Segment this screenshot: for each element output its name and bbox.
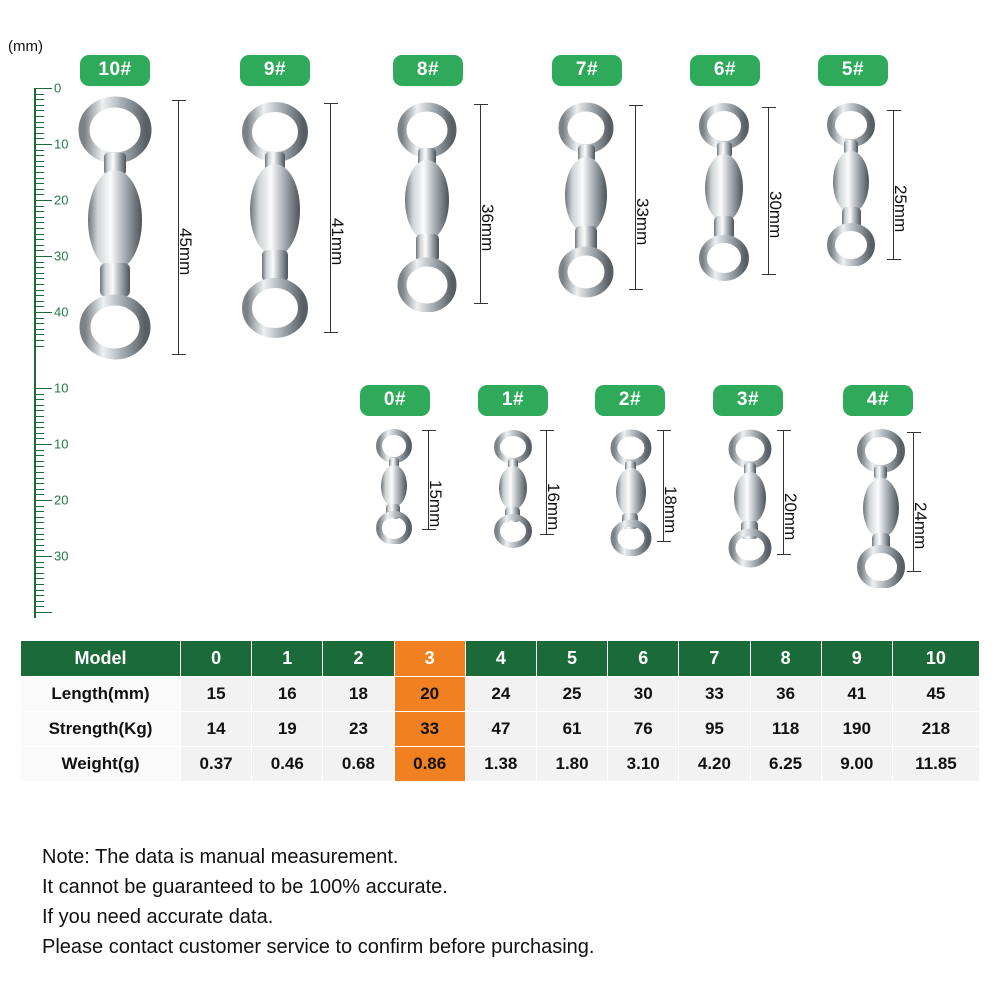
badge-6: 6# bbox=[690, 55, 760, 86]
dimension-9 bbox=[328, 103, 347, 333]
table-cell: 0.86 bbox=[394, 747, 465, 782]
dimension-label-4: 24mm bbox=[911, 502, 930, 550]
ruler-tick bbox=[36, 166, 44, 167]
ruler-tick bbox=[36, 116, 44, 117]
table-cell: 218 bbox=[892, 712, 979, 747]
ruler-tick bbox=[36, 267, 44, 268]
ruler-tick bbox=[36, 562, 44, 563]
table-cell: 45 bbox=[892, 677, 979, 712]
ruler-tick bbox=[36, 290, 44, 291]
ruler-tick bbox=[36, 584, 44, 585]
ruler-tick bbox=[36, 329, 44, 330]
dimension-label-3: 20mm bbox=[781, 492, 800, 540]
badge-8: 8# bbox=[393, 55, 463, 86]
ruler-tick bbox=[36, 94, 44, 95]
badge-0: 0# bbox=[360, 385, 430, 416]
table-header-cell: 4 bbox=[465, 641, 536, 677]
ruler-tick bbox=[36, 306, 44, 307]
ruler-tick bbox=[36, 340, 44, 341]
ruler-tick bbox=[36, 278, 44, 279]
dimension-6 bbox=[766, 107, 785, 275]
table-cell: 14 bbox=[181, 712, 252, 747]
ruler-tick bbox=[36, 461, 44, 462]
dimension-label-8: 36mm bbox=[478, 204, 497, 252]
dimension-label-6: 30mm bbox=[766, 191, 785, 239]
swivel-figure-5 bbox=[808, 100, 894, 266]
table-cell: 6.25 bbox=[750, 747, 821, 782]
ruler-tick bbox=[36, 416, 44, 417]
table-header-cell: 6 bbox=[608, 641, 679, 677]
table-cell: 95 bbox=[679, 712, 750, 747]
ruler-tick bbox=[36, 506, 44, 507]
ruler-tick bbox=[36, 150, 44, 151]
ruler-tick bbox=[36, 301, 44, 302]
ruler-tick bbox=[36, 433, 44, 434]
badge-3: 3# bbox=[713, 385, 783, 416]
ruler-tick bbox=[36, 550, 44, 551]
badge-7: 7# bbox=[552, 55, 622, 86]
ruler-tick-label: 10 bbox=[54, 436, 69, 452]
ruler-tick bbox=[36, 105, 44, 106]
ruler-tick bbox=[36, 273, 44, 274]
ruler-tick bbox=[36, 528, 44, 529]
table-header-row bbox=[21, 641, 980, 677]
swivel-figure-1 bbox=[476, 428, 550, 548]
ruler bbox=[8, 38, 69, 620]
table-cell: 41 bbox=[821, 677, 892, 712]
table-cell: 15 bbox=[181, 677, 252, 712]
ruler-tick bbox=[36, 295, 44, 296]
table-cell: 23 bbox=[323, 712, 394, 747]
ruler-tick bbox=[36, 522, 44, 523]
ruler-tick bbox=[36, 539, 44, 540]
ruler-tick bbox=[36, 183, 44, 184]
badge-10: 10# bbox=[80, 55, 150, 86]
dimension-label-9: 41mm bbox=[328, 218, 347, 266]
ruler-tick bbox=[36, 138, 44, 139]
ruler-tick bbox=[36, 399, 44, 400]
table-row bbox=[21, 747, 980, 782]
ruler-tick bbox=[36, 250, 44, 251]
ruler-tick bbox=[36, 222, 44, 223]
dimension-0 bbox=[426, 430, 445, 530]
ruler-tick bbox=[36, 545, 44, 546]
ruler-tick bbox=[36, 312, 52, 313]
table-header-cell: 0 bbox=[181, 641, 252, 677]
table-cell: 33 bbox=[394, 712, 465, 747]
ruler-tick-label: 40 bbox=[54, 304, 69, 320]
ruler-tick bbox=[36, 478, 44, 479]
ruler-tick bbox=[36, 472, 44, 473]
ruler-tick bbox=[36, 256, 52, 257]
table-cell: 0.46 bbox=[252, 747, 323, 782]
table-cell: 20 bbox=[394, 677, 465, 712]
dimension-label-5: 25mm bbox=[891, 185, 910, 233]
ruler-tick bbox=[36, 455, 44, 456]
table-row-label: Strength(Kg) bbox=[21, 712, 181, 747]
ruler-tick bbox=[36, 612, 52, 613]
ruler-tick bbox=[36, 450, 44, 451]
ruler-tick bbox=[36, 556, 52, 557]
table-cell: 76 bbox=[608, 712, 679, 747]
ruler-tick bbox=[36, 573, 44, 574]
ruler-tick bbox=[36, 511, 44, 512]
dimension-1 bbox=[544, 430, 563, 535]
ruler-tick bbox=[36, 388, 52, 389]
swivel-figure-0 bbox=[358, 428, 430, 544]
ruler-tick bbox=[36, 578, 44, 579]
table-header-cell: 3 bbox=[394, 641, 465, 677]
ruler-tick bbox=[36, 239, 44, 240]
ruler-tick bbox=[36, 200, 52, 201]
table-row bbox=[21, 677, 980, 712]
note-line: If you need accurate data. bbox=[42, 906, 274, 928]
dimension-label-1: 16mm bbox=[544, 482, 563, 530]
table-cell: 16 bbox=[252, 677, 323, 712]
ruler-tick bbox=[36, 410, 44, 411]
ruler-tick bbox=[36, 217, 44, 218]
ruler-tick bbox=[36, 194, 44, 195]
badge-5: 5# bbox=[818, 55, 888, 86]
badge-1: 1# bbox=[478, 385, 548, 416]
ruler-tick bbox=[36, 206, 44, 207]
ruler-tick bbox=[36, 500, 52, 501]
dimension-label-10: 45mm bbox=[176, 227, 195, 275]
note-line: Please contact customer service to confirm before purchasing. bbox=[42, 936, 595, 958]
ruler-tick bbox=[36, 144, 52, 145]
ruler-tick bbox=[36, 228, 44, 229]
table-cell: 1.80 bbox=[536, 747, 607, 782]
ruler-tick bbox=[36, 122, 44, 123]
swivel-figure-3 bbox=[710, 428, 790, 568]
dimension-3 bbox=[781, 430, 800, 555]
ruler-tick bbox=[36, 284, 44, 285]
badge-9: 9# bbox=[240, 55, 310, 86]
ruler-tick bbox=[36, 262, 44, 263]
ruler-tick bbox=[36, 88, 52, 89]
ruler-tick-label: 30 bbox=[54, 248, 69, 264]
badge-2: 2# bbox=[595, 385, 665, 416]
ruler-tick bbox=[36, 483, 44, 484]
table-row-label: Length(mm) bbox=[21, 677, 181, 712]
table-row bbox=[21, 712, 980, 747]
table-header-cell: 9 bbox=[821, 641, 892, 677]
table-cell: 47 bbox=[465, 712, 536, 747]
table-header-cell: 10 bbox=[892, 641, 979, 677]
ruler-tick-label: 10 bbox=[54, 380, 69, 396]
table-cell: 0.68 bbox=[323, 747, 394, 782]
ruler-tick bbox=[36, 534, 44, 535]
swivel-figure-10 bbox=[60, 95, 170, 360]
ruler-tick bbox=[36, 234, 44, 235]
ruler-tick bbox=[36, 172, 44, 173]
dimension-10 bbox=[176, 100, 195, 355]
table-cell: 9.00 bbox=[821, 747, 892, 782]
ruler-tick bbox=[36, 318, 44, 319]
table-cell: 61 bbox=[536, 712, 607, 747]
ruler-tick-label: 30 bbox=[54, 548, 69, 564]
ruler-tick bbox=[36, 595, 44, 596]
ruler-tick bbox=[36, 155, 44, 156]
ruler-tick bbox=[36, 178, 44, 179]
table-row-label: Weight(g) bbox=[21, 747, 181, 782]
table-header-model: Model bbox=[21, 641, 181, 677]
ruler-tick bbox=[36, 489, 44, 490]
ruler-tick bbox=[36, 517, 44, 518]
ruler-tick bbox=[36, 161, 44, 162]
dimension-5 bbox=[891, 110, 910, 260]
table-cell: 0.37 bbox=[181, 747, 252, 782]
table-cell: 30 bbox=[608, 677, 679, 712]
dimension-7 bbox=[633, 105, 652, 290]
table-header-cell: 8 bbox=[750, 641, 821, 677]
ruler-tick-label: 0 bbox=[54, 80, 62, 96]
table-cell: 11.85 bbox=[892, 747, 979, 782]
ruler-tick bbox=[36, 99, 44, 100]
ruler-tick bbox=[36, 438, 44, 439]
table-cell: 4.20 bbox=[679, 747, 750, 782]
note-line: It cannot be guaranteed to be 100% accurate. bbox=[42, 876, 448, 898]
table-header-cell: 2 bbox=[323, 641, 394, 677]
ruler-tick bbox=[36, 394, 44, 395]
ruler-tick bbox=[36, 606, 44, 607]
dimension-label-2: 18mm bbox=[661, 486, 680, 534]
dimension-2 bbox=[661, 430, 680, 542]
ruler-unit-label: (mm) bbox=[8, 38, 43, 55]
ruler-tick bbox=[36, 567, 44, 568]
dimension-4 bbox=[911, 432, 930, 572]
ruler-tick-label: 10 bbox=[54, 136, 69, 152]
ruler-tick-label: 20 bbox=[54, 192, 69, 208]
ruler-tick bbox=[36, 245, 44, 246]
table-body bbox=[21, 677, 980, 782]
table-cell: 118 bbox=[750, 712, 821, 747]
swivel-figure-6 bbox=[680, 100, 768, 282]
table-cell: 25 bbox=[536, 677, 607, 712]
note-line: Note: The data is manual measurement. bbox=[42, 846, 399, 868]
ruler-tick bbox=[36, 422, 44, 423]
swivel-figure-7 bbox=[540, 100, 632, 298]
table-header-cell: 7 bbox=[679, 641, 750, 677]
swivel-figure-9 bbox=[225, 100, 325, 340]
ruler-tick bbox=[36, 346, 44, 347]
table-cell: 190 bbox=[821, 712, 892, 747]
ruler-tick bbox=[36, 334, 44, 335]
notes-block bbox=[42, 842, 962, 962]
ruler-tick bbox=[36, 405, 44, 406]
swivel-figure-8 bbox=[380, 100, 475, 312]
ruler-tick bbox=[36, 444, 52, 445]
swivel-figure-2 bbox=[592, 428, 670, 556]
table-cell: 19 bbox=[252, 712, 323, 747]
table-header-cell: 5 bbox=[536, 641, 607, 677]
ruler-tick bbox=[36, 211, 44, 212]
ruler-tick bbox=[36, 127, 44, 128]
badge-4: 4# bbox=[843, 385, 913, 416]
ruler-tick bbox=[36, 189, 44, 190]
table-cell: 36 bbox=[750, 677, 821, 712]
ruler-tick bbox=[36, 323, 44, 324]
dimension-label-0: 15mm bbox=[426, 480, 445, 528]
table-cell: 24 bbox=[465, 677, 536, 712]
ruler-tick-label: 20 bbox=[54, 492, 69, 508]
ruler-tick bbox=[36, 590, 44, 591]
ruler-tick bbox=[36, 133, 44, 134]
ruler-tick bbox=[36, 494, 44, 495]
ruler-tick bbox=[36, 110, 44, 111]
ruler-tick bbox=[36, 427, 44, 428]
ruler-tick bbox=[36, 466, 44, 467]
spec-table bbox=[20, 640, 980, 782]
table-cell: 3.10 bbox=[608, 747, 679, 782]
table-cell: 18 bbox=[323, 677, 394, 712]
dimension-label-7: 33mm bbox=[633, 197, 652, 245]
dimension-8 bbox=[478, 104, 497, 304]
ruler-tick bbox=[36, 601, 44, 602]
table-cell: 1.38 bbox=[465, 747, 536, 782]
table-cell: 33 bbox=[679, 677, 750, 712]
table-header-cell: 1 bbox=[252, 641, 323, 677]
